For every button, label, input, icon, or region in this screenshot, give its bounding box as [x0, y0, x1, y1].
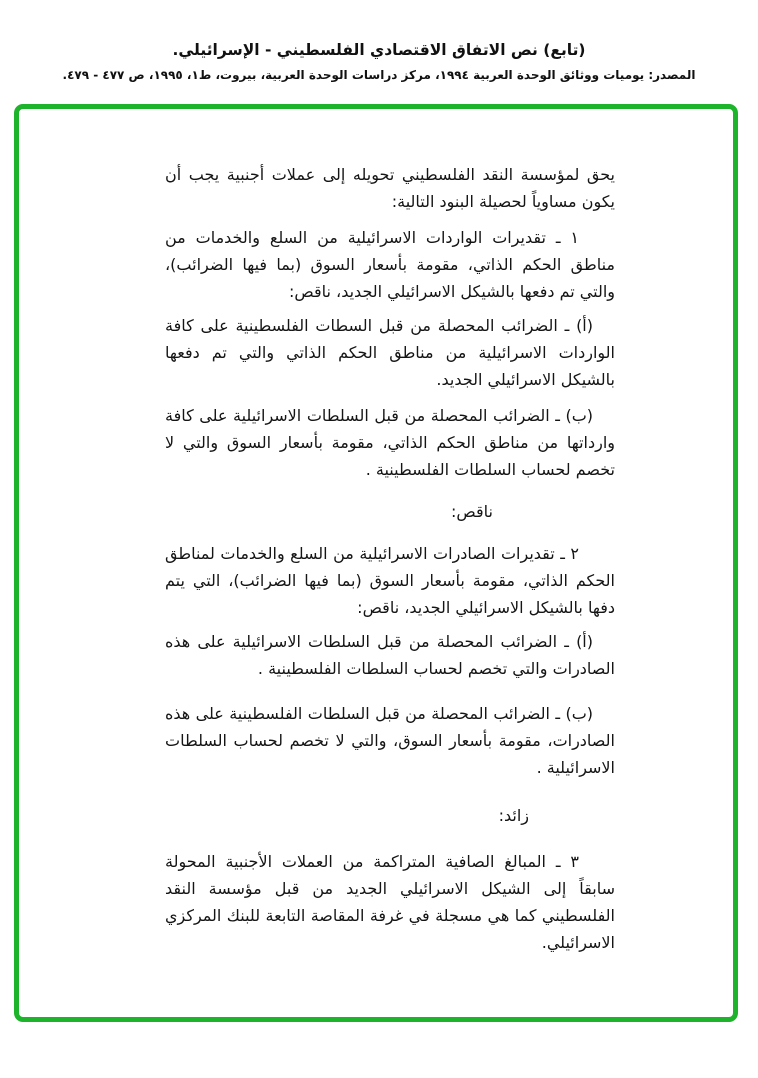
paragraph-item-1-a: (أ) ـ الضرائب المحصلة من قبل السطات الفلسطينية على كافة الواردات الاسرائيلية من مناطق الحكم الذاتي والتي تم دفعها بالشيكل الاسرائيلي الجديد. — [165, 316, 615, 389]
paragraph-intro: يحق لمؤسسة النقد الفلسطيني تحويله إلى عملات أجنبية يجب أن يكون مساوياً لحصيلة البنود التالية: — [165, 165, 615, 211]
paragraph-item-2-b: (ب) ـ الضرائب المحصلة من قبل السلطات الفلسطينية على هذه الصادرات، مقومة بأسعار السوق، والتي لا تخصم لحساب السلطات الاسرائيلية . — [165, 704, 615, 777]
agreement-text-body — [19, 109, 733, 956]
source-citation: المصدر: يوميات ووثائق الوحدة العربية ١٩٩٤، مركز دراسات الوحدة العربية، بيروت، ط١، ١٩٩٥، ص ٤٧٧ - ٤٧٩. — [62, 68, 696, 82]
paragraph-item-1: ١ ـ تقديرات الواردات الاسرائيلية من السلع والخدمات من مناطق الحكم الذاتي، مقومة بأسعار السوق (بما فيها الضرائب)، والتي تم دفعها بالشيكل الاسرائيلي الجديد، ناقص: — [165, 228, 615, 301]
page-header — [0, 0, 758, 83]
paragraph-item-2-a: (أ) ـ الضرائب المحصلة من قبل السلطات الاسرائيلية على هذه الصادرات والتي تخصم لحساب السلطات الفلسطينية . — [165, 632, 615, 678]
paragraph-item-2: ٢ ـ تقديرات الصادرات الاسرائيلية من السلع والخدمات لمناطق الحكم الذاتي، مقومة بأسعار السوق (بما فيها الضرائب)، التي يتم دفها بالشيكل الاسرائيلي الجديد، ناقص: — [165, 544, 615, 617]
green-frame-box — [14, 104, 738, 1022]
paragraph-minus-label: ناقص: — [451, 502, 493, 521]
paragraph-item-3: ٣ ـ المبالغ الصافية المتراكمة من العملات الأجنبية المحولة سابقاً إلى الشيكل الاسرائيلي الجديد من قبل مؤسسة النقد الفلسطيني كما هي مسجلة في غرفة المقاصة التابعة للبنك المركزي الاسرائيلي. — [165, 852, 615, 952]
paragraph-item-1-b: (ب) ـ الضرائب المحصلة من قبل السلطات الاسرائيلية على كافة وارداتها من مناطق الحكم الذاتي، مقومة بأسعار السوق والتي لا تخصم لحساب السلطات الفلسطينية . — [165, 406, 615, 479]
document-title: (تابع) نص الاتفاق الاقتصادي الفلسطيني - الإسرائيلي. — [172, 41, 586, 59]
paragraph-plus-label: زائد: — [498, 806, 529, 825]
